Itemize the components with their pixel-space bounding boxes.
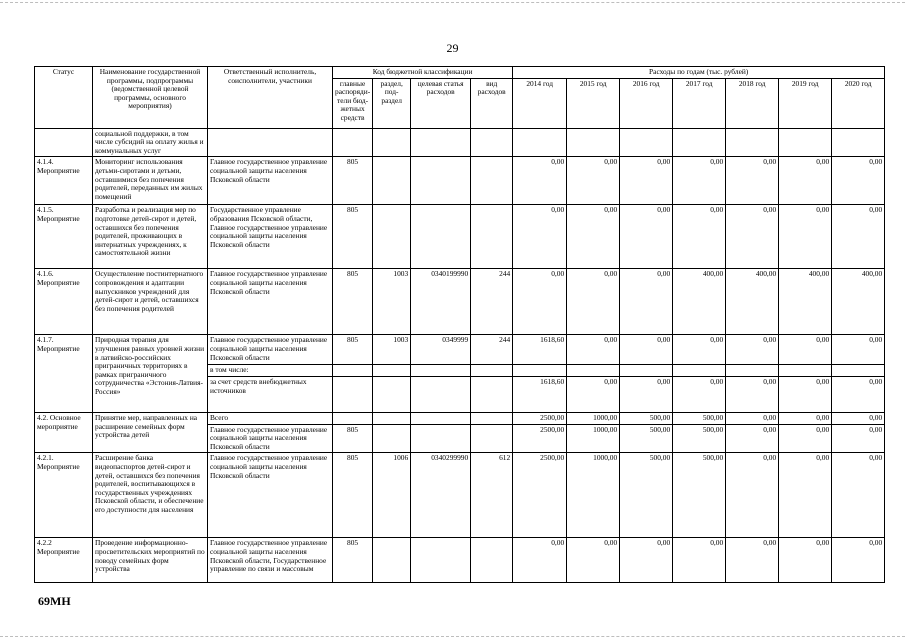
row-value: 1618,60 — [513, 376, 567, 412]
row-value: 0,00 — [779, 205, 832, 269]
row-value: 0,00 — [567, 376, 620, 412]
row-value: 0,00 — [513, 538, 567, 583]
row-value: 0,00 — [832, 412, 885, 424]
row-value: 0,00 — [832, 538, 885, 583]
row-value: 0,00 — [673, 335, 726, 365]
header-year: 2015 год — [567, 78, 620, 128]
row-value: 2500,00 — [513, 412, 567, 424]
row-value: 0,00 — [513, 269, 567, 335]
row-value: 0,00 — [726, 412, 779, 424]
row-value: 0,00 — [779, 424, 832, 453]
row-csr — [411, 205, 471, 269]
row-rzpr: 1006 — [373, 453, 411, 538]
row-value: 0,00 — [779, 538, 832, 583]
row-value: 2500,00 — [513, 453, 567, 538]
row-value: 0,00 — [726, 453, 779, 538]
header-year: 2020 год — [832, 78, 885, 128]
row-responsible: Главное государственное управление социальной защиты населения Псковской области — [208, 269, 333, 335]
header-code-rzpr: раздел, под-раздел — [373, 78, 411, 128]
row-name: Принятие мер, направленных на расширение семейных форм устройства детей — [93, 412, 208, 452]
header-year: 2016 год — [620, 78, 673, 128]
table-row — [35, 128, 885, 157]
row-name: Расширение банка видеопаспортов детей-сирот и детей, оставшихся без попечения родителей, воспитывающихся в государственных учреждениях Псковской области, и обеспечение его доступности для населения — [93, 453, 208, 538]
header-responsible: Ответственный исполнитель, соисполнители, участники — [208, 67, 333, 129]
table-row — [35, 538, 885, 583]
row-value: 500,00 — [620, 412, 673, 424]
row-value: 0,00 — [779, 157, 832, 205]
row-csr: 0349999 — [411, 335, 471, 365]
row-value: 0,00 — [779, 335, 832, 365]
row-csr: 0340199990 — [411, 269, 471, 335]
header-code-csr: целевая статья расходов — [411, 78, 471, 128]
row-value: 400,00 — [673, 269, 726, 335]
row-responsible: Главное государственное управление социальной защиты населения Псковской области, Государственное управление по связи и массовым — [208, 538, 333, 583]
header-code-vr: вид расходов — [471, 78, 513, 128]
row-csr — [411, 157, 471, 205]
header-expenses: Расходы по годам (тыс. рублей) — [513, 67, 885, 79]
row-vr — [471, 205, 513, 269]
row-status: 4.1.5. Мероприятие — [35, 205, 93, 269]
row-value: 0,00 — [673, 157, 726, 205]
row-value: 500,00 — [620, 453, 673, 538]
row-vr — [471, 538, 513, 583]
row-total-label: Всего — [208, 412, 333, 424]
row-value: 0,00 — [673, 538, 726, 583]
row-vr: 244 — [471, 269, 513, 335]
row-rzpr — [373, 157, 411, 205]
row-status: 4.1.7. Мероприятие — [35, 335, 93, 413]
row-grbs: 805 — [333, 538, 373, 583]
row-rzpr — [373, 538, 411, 583]
row-value: 0,00 — [620, 205, 673, 269]
row-value: 500,00 — [673, 412, 726, 424]
row-value: 0,00 — [779, 453, 832, 538]
row-value: 2500,00 — [513, 424, 567, 453]
footer-code: 69МН — [38, 594, 71, 608]
header-year: 2014 год — [513, 78, 567, 128]
row-status: 4.2. Основное мероприятие — [35, 412, 93, 452]
row-value: 0,00 — [832, 335, 885, 365]
row-grbs: 805 — [333, 453, 373, 538]
row-value: 0,00 — [726, 157, 779, 205]
row-value: 0,00 — [726, 376, 779, 412]
row-grbs: 805 — [333, 205, 373, 269]
row-responsible: Главное государственное управление социальной защиты населения Псковской области — [208, 157, 333, 205]
header-code-grbs: главные распоряди-тели бюд-жетных средств — [333, 78, 373, 128]
row-value: 0,00 — [832, 157, 885, 205]
row-value: 500,00 — [673, 424, 726, 453]
row-grbs: 805 — [333, 424, 373, 453]
row-rzpr: 1003 — [373, 269, 411, 335]
row-value: 400,00 — [779, 269, 832, 335]
row-name: социальной поддержки, в том числе субсидий на оплату жилья и коммунальных услуг — [93, 128, 208, 157]
row-value: 400,00 — [832, 269, 885, 335]
row-value: 0,00 — [726, 538, 779, 583]
row-grbs: 805 — [333, 269, 373, 335]
table-row — [35, 157, 885, 205]
row-value: 0,00 — [726, 424, 779, 453]
header-name: Наименование государственной программы, подпрограммы (ведомственной целевой программы, основного мероприятия) — [93, 67, 208, 129]
row-value: 0,00 — [567, 269, 620, 335]
row-status: 4.2.2 Мероприятие — [35, 538, 93, 583]
scan-edge-top — [0, 2, 905, 3]
row-value: 0,00 — [513, 205, 567, 269]
row-value: 0,00 — [832, 453, 885, 538]
row-value: 0,00 — [726, 335, 779, 365]
row-value: 0,00 — [513, 157, 567, 205]
row-csr: 0340299990 — [411, 453, 471, 538]
row-value: 0,00 — [620, 335, 673, 365]
row-sub-responsible: за счет средств внебюджетных источников — [208, 376, 333, 412]
row-value: 0,00 — [620, 269, 673, 335]
row-responsible: Главное государственное управление социальной защиты населения Псковской области — [208, 424, 333, 453]
scan-edge-bottom — [0, 636, 905, 637]
row-value: 0,00 — [832, 376, 885, 412]
row-name: Природная терапия для улучшения равных уровней жизни в латвийско-российских приграничных территориях в рамках приграничного сотрудничества «Эстония-Латвия-Россия» — [93, 335, 208, 413]
row-value: 500,00 — [620, 424, 673, 453]
row-value: 0,00 — [567, 538, 620, 583]
table-row — [35, 205, 885, 269]
budget-table — [34, 66, 885, 583]
row-value: 1000,00 — [567, 453, 620, 538]
row-vr — [471, 157, 513, 205]
row-value: 0,00 — [832, 424, 885, 453]
row-value: 0,00 — [567, 335, 620, 365]
header-status: Статус — [35, 67, 93, 129]
row-rzpr — [373, 205, 411, 269]
row-value: 1000,00 — [567, 412, 620, 424]
row-status: 4.2.1. Мероприятие — [35, 453, 93, 538]
table-row — [35, 269, 885, 335]
row-name: Проведение информационно-просветительских мероприятий по поводу семейных форм устройства — [93, 538, 208, 583]
row-value: 0,00 — [726, 205, 779, 269]
row-value: 0,00 — [673, 376, 726, 412]
table-row — [35, 335, 885, 365]
table-row — [35, 412, 885, 424]
row-value: 0,00 — [832, 205, 885, 269]
row-value: 0,00 — [567, 205, 620, 269]
row-grbs: 805 — [333, 335, 373, 365]
table-row — [35, 453, 885, 538]
row-vr: 612 — [471, 453, 513, 538]
row-rzpr: 1003 — [373, 335, 411, 365]
header-year: 2019 год — [779, 78, 832, 128]
header-year: 2018 год — [726, 78, 779, 128]
row-value: 0,00 — [779, 412, 832, 424]
row-vr: 244 — [471, 335, 513, 365]
row-value: 1618,60 — [513, 335, 567, 365]
row-value: 0,00 — [620, 538, 673, 583]
row-status: 4.1.6. Мероприятие — [35, 269, 93, 335]
row-name: Мониторинг использования детьми-сиротами и детьми, оставшимися без попечения родителей, переданных им жилых помещений — [93, 157, 208, 205]
row-value: 0,00 — [567, 157, 620, 205]
page-number: 29 — [446, 41, 459, 55]
row-grbs: 805 — [333, 157, 373, 205]
row-value: 500,00 — [673, 453, 726, 538]
row-sub-label: в том числе: — [208, 365, 333, 377]
row-csr — [411, 538, 471, 583]
row-value: 0,00 — [673, 205, 726, 269]
header-budget-code: Код бюджетной классификации — [333, 67, 513, 79]
row-value: 0,00 — [779, 376, 832, 412]
row-value: 0,00 — [620, 157, 673, 205]
row-value: 1000,00 — [567, 424, 620, 453]
header-year: 2017 год — [673, 78, 726, 128]
row-responsible: Главное государственное управление социальной защиты населения Псковской области — [208, 453, 333, 538]
row-responsible: Главное государственное управление социальной защиты населения Псковской области — [208, 335, 333, 365]
row-status: 4.1.4. Мероприятие — [35, 157, 93, 205]
row-value: 400,00 — [726, 269, 779, 335]
row-name: Разработка и реализация мер по подготовке детей-сирот и детей, оставшихся без попечения родителей, проживающих в интернатных учреждениях, к самостоятельной жизни — [93, 205, 208, 269]
row-name: Осуществление постинтернатного сопровождения и адаптации выпускников учреждений для детей-сирот и детей, оставшихся без попечения родителей — [93, 269, 208, 335]
row-value: 0,00 — [620, 376, 673, 412]
row-responsible: Государственное управление образования Псковской области, Главное государственное управление социальной защиты населения Псковской области — [208, 205, 333, 269]
